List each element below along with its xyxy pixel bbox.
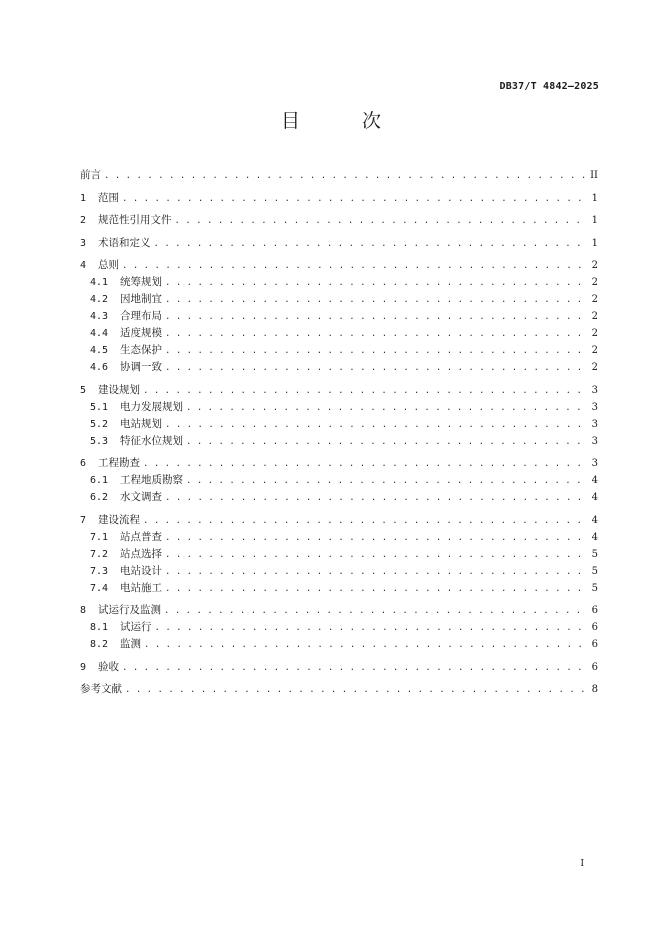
toc-entry-label: 试运行 <box>120 621 152 633</box>
toc-entry-label: 参考文献 <box>80 683 122 695</box>
toc-leader-dots <box>165 550 587 560</box>
toc-entry-page: 5 <box>591 582 598 594</box>
toc-entry-number: 5.2 <box>90 418 109 430</box>
toc-entry-label: 规范性引用文件 <box>98 214 172 226</box>
toc-entry-label: 统筹规划 <box>120 276 162 288</box>
toc-entry-label: 范围 <box>98 191 119 204</box>
toc-entry[interactable] <box>80 433 598 450</box>
toc-entry-number: 7.1 <box>90 531 109 543</box>
toc-leader-dots <box>154 239 588 249</box>
toc-leader-dots <box>104 171 587 181</box>
toc-entry-label: 电站施工 <box>120 581 162 594</box>
toc-entry-label: 建设流程 <box>98 513 140 526</box>
toc-entry[interactable] <box>80 681 598 698</box>
toc-entry-label: 监测 <box>120 638 141 650</box>
toc-entry-number: 2 <box>80 215 87 226</box>
toc-entry[interactable] <box>80 472 598 489</box>
toc-entry-label: 建设规划 <box>98 383 140 396</box>
toc-entry[interactable] <box>80 546 598 563</box>
toc-entry[interactable] <box>80 382 598 399</box>
toc-entry-page: 3 <box>591 401 598 413</box>
toc-entry[interactable] <box>80 257 598 274</box>
page-number: I <box>580 859 584 869</box>
toc-entry-page: 4 <box>591 531 598 543</box>
toc-entry-label: 适度规模 <box>120 327 162 339</box>
toc-entry-number: 4 <box>80 260 87 271</box>
toc-entry-page: 6 <box>591 639 598 650</box>
toc-entry[interactable] <box>80 308 598 325</box>
toc-entry-page: 2 <box>591 311 598 322</box>
toc-entry[interactable] <box>80 359 598 376</box>
toc-entry-label: 特征水位规划 <box>120 434 183 447</box>
toc-entry[interactable] <box>80 274 598 291</box>
toc-entry-number: 7.2 <box>90 548 109 560</box>
toc-entry-number: 4.3 <box>90 311 109 322</box>
toc-leader-dots <box>122 261 587 271</box>
toc-entry-number: 7.3 <box>90 565 109 577</box>
toc-leader-dots <box>186 476 587 486</box>
toc-entry-label: 术语和定义 <box>98 236 151 249</box>
toc-entry-number: 5.3 <box>90 435 109 447</box>
toc-entry[interactable] <box>80 580 598 597</box>
toc-entry-page: 1 <box>591 237 598 249</box>
toc-leader-dots <box>122 663 587 673</box>
toc-entry[interactable] <box>80 325 598 342</box>
toc-entry-number: 6 <box>80 458 87 469</box>
toc-entry-page: 5 <box>591 548 598 560</box>
toc-entry[interactable] <box>80 399 598 416</box>
toc-entry-label: 水文调查 <box>120 491 162 503</box>
toc-leader-dots <box>165 346 587 356</box>
toc-entry-number: 9 <box>80 661 87 673</box>
toc-entry-page: 4 <box>591 492 598 503</box>
toc-entry-page: 6 <box>591 622 598 633</box>
toc-entry[interactable] <box>80 291 598 308</box>
table-of-contents <box>80 167 598 698</box>
toc-entry-page: 3 <box>591 384 598 396</box>
toc-entry-number: 5.1 <box>90 401 109 413</box>
toc-entry[interactable] <box>80 489 598 506</box>
toc-entry-label: 电力发展规划 <box>120 400 183 413</box>
toc-entry[interactable] <box>80 636 598 653</box>
toc-entry-number: 6.1 <box>90 475 109 486</box>
toc-entry[interactable] <box>80 342 598 359</box>
toc-entry-number: 4.5 <box>90 345 109 356</box>
toc-entry-label: 合理布局 <box>120 310 162 322</box>
toc-leader-dots <box>175 216 588 226</box>
toc-leader-dots <box>165 278 587 288</box>
toc-entry-number: 8.2 <box>90 639 109 650</box>
toc-entry-number: 4.6 <box>90 362 109 373</box>
toc-entry-page: 2 <box>591 260 598 271</box>
toc-entry[interactable] <box>80 416 598 433</box>
document-code: DB37/T 4842—2025 <box>499 81 599 92</box>
toc-entry-number: 8 <box>80 605 87 616</box>
toc-leader-dots <box>165 329 587 339</box>
toc-entry-number: 4.2 <box>90 294 109 305</box>
toc-entry-page: 3 <box>591 418 598 430</box>
toc-leader-dots <box>165 584 587 594</box>
toc-entry-label: 因地制宜 <box>120 293 162 305</box>
toc-entry[interactable] <box>80 619 598 636</box>
toc-entry[interactable] <box>80 529 598 546</box>
toc-leader-dots <box>186 403 587 413</box>
toc-entry-page: 1 <box>591 192 598 204</box>
toc-leader-dots <box>165 493 587 503</box>
toc-entry-page: 6 <box>591 605 598 616</box>
toc-leader-dots <box>165 567 587 577</box>
toc-leader-dots <box>165 420 587 430</box>
toc-entry-page: 3 <box>591 435 598 447</box>
toc-entry-label: 工程勘查 <box>98 457 140 469</box>
toc-leader-dots <box>144 640 587 650</box>
toc-entry[interactable] <box>80 602 598 619</box>
toc-leader-dots <box>155 623 588 633</box>
toc-entry-number: 4.4 <box>90 328 109 339</box>
toc-entry-number: 7.4 <box>90 582 109 594</box>
toc-leader-dots <box>165 533 587 543</box>
toc-leader-dots <box>122 194 587 204</box>
toc-entry-label: 电站设计 <box>120 564 162 577</box>
toc-entry-page: 5 <box>591 565 598 577</box>
toc-entry[interactable] <box>80 512 598 529</box>
toc-entry-page: 2 <box>591 294 598 305</box>
toc-entry-label: 验收 <box>98 660 119 673</box>
toc-entry-label: 电站规划 <box>120 417 162 430</box>
toc-entry-label: 协调一致 <box>120 361 162 373</box>
toc-entry-number: 5 <box>80 384 87 396</box>
toc-entry-number: 4.1 <box>90 277 109 288</box>
page-title: 目 次 <box>280 110 410 132</box>
toc-leader-dots <box>165 363 587 373</box>
toc-entry-label: 生态保护 <box>120 344 162 356</box>
toc-leader-dots <box>165 312 587 322</box>
toc-entry-page: 1 <box>591 215 598 226</box>
toc-leader-dots <box>186 437 587 447</box>
toc-entry[interactable] <box>80 235 598 252</box>
toc-entry-page: 8 <box>591 684 598 695</box>
toc-entry-page: 2 <box>591 362 598 373</box>
toc-leader-dots <box>143 459 587 469</box>
toc-entry-label: 站点普查 <box>120 530 162 543</box>
toc-entry-label: 站点选择 <box>120 547 162 560</box>
toc-entry[interactable] <box>80 190 598 207</box>
toc-leader-dots <box>125 685 587 695</box>
toc-entry-number: 8.1 <box>90 622 109 633</box>
toc-entry-page: 2 <box>591 277 598 288</box>
toc-entry-page: 6 <box>591 661 598 673</box>
toc-entry-page: II <box>590 170 598 181</box>
toc-leader-dots <box>143 516 587 526</box>
toc-entry-number: 1 <box>80 192 87 204</box>
toc-entry-page: 4 <box>591 514 598 526</box>
toc-leader-dots <box>165 295 587 305</box>
toc-entry-label: 总则 <box>98 259 119 271</box>
toc-leader-dots <box>143 386 587 396</box>
toc-leader-dots <box>164 606 587 616</box>
toc-entry[interactable] <box>80 563 598 580</box>
toc-entry-label: 试运行及监测 <box>98 604 161 616</box>
toc-entry-number: 7 <box>80 514 87 526</box>
toc-entry[interactable] <box>80 659 598 676</box>
toc-entry-page: 3 <box>591 458 598 469</box>
toc-entry[interactable] <box>80 167 598 184</box>
toc-entry-page: 4 <box>591 475 598 486</box>
toc-entry-label: 前言 <box>80 169 101 181</box>
toc-entry-page: 2 <box>591 328 598 339</box>
toc-entry-label: 工程地质勘察 <box>120 474 183 486</box>
toc-entry[interactable] <box>80 455 598 472</box>
toc-entry[interactable] <box>80 212 598 229</box>
toc-entry-number: 3 <box>80 237 87 249</box>
toc-entry-page: 2 <box>591 345 598 356</box>
toc-entry-number: 6.2 <box>90 492 109 503</box>
